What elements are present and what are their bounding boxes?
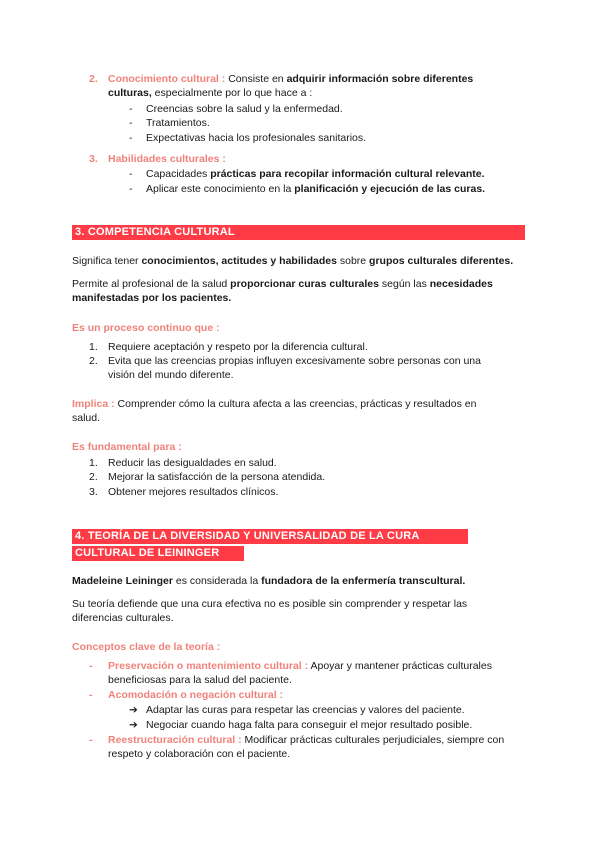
list-item: Evita que las creencias propias influyen excesivamente sobre personas con una (108, 355, 481, 367)
fundamental-label: Es fundamental para : (72, 441, 182, 453)
sub-item: Adaptar las curas para respetar las creencias y valores del paciente. (146, 704, 465, 716)
section-heading-competencia-cultural: 3. COMPETENCIA CULTURAL (72, 225, 525, 240)
concepto-preservacion: Preservación o mantenimiento cultural : Apoyar y mantener prácticas culturales (108, 660, 492, 672)
list-number: 3. (89, 153, 98, 165)
dash-bullet: - (129, 132, 133, 144)
dash-bullet: - (129, 117, 133, 129)
list-number: 1. (89, 457, 98, 469)
dash-bullet: - (89, 660, 93, 672)
list-item: Reducir las desigualdades en salud. (108, 457, 277, 469)
sub-item: Negociar cuando haga falta para conseguir el mejor resultado posible. (146, 719, 473, 731)
dash-bullet: - (89, 734, 93, 746)
sub-item: Expectativas hacia los profesionales sanitarios. (146, 132, 367, 144)
section-heading-teoria-leininger-line1: 4. TEORÍA DE LA DIVERSIDAD Y UNIVERSALIDAD DE LA CURA (72, 529, 468, 544)
paragraph-permite: Permite al profesional de la salud proporcionar curas culturales según las necesidades (72, 278, 493, 290)
item-title: Conocimiento cultural : (108, 73, 226, 85)
arrow-right-icon: ➔ (129, 704, 138, 716)
paragraph-definicion: Significa tener conocimientos, actitudes y habilidades sobre grupos culturales diferentes. (72, 255, 514, 267)
dash-bullet: - (89, 689, 93, 701)
paragraph-leininger: Madeleine Leininger es considerada la fundadora de la enfermería transcultural. (72, 575, 466, 587)
sub-item: Aplicar este conocimiento en la planificación y ejecución de las curas. (146, 183, 486, 195)
list-number: 3. (89, 486, 98, 498)
dash-bullet: - (129, 183, 133, 195)
paragraph-implica: Implica : Comprender cómo la cultura afecta a las creencias, prácticas y resultados en (72, 398, 477, 410)
list-number: 2. (89, 471, 98, 483)
item-title: Habilidades culturales : (108, 153, 226, 165)
proceso-label: Es un proceso continuo que : (72, 322, 220, 334)
list-number: 1. (89, 341, 98, 353)
dash-bullet: - (129, 103, 133, 115)
section-heading-teoria-leininger-line2: CULTURAL DE LEININGER (72, 546, 244, 561)
arrow-right-icon: ➔ (129, 719, 138, 731)
sub-item: Capacidades prácticas para recopilar información cultural relevante. (146, 168, 485, 180)
conceptos-label: Conceptos clave de la teoría : (72, 641, 221, 653)
list-number: 2. (89, 355, 98, 367)
list-item: Requiere aceptación y respeto por la diferencia cultural. (108, 341, 368, 353)
list-item: Mejorar la satisfacción de la persona atendida. (108, 471, 326, 483)
list-item: Obtener mejores resultados clínicos. (108, 486, 279, 498)
list-item-continuation: visión del mundo diferente. (108, 369, 234, 381)
concepto-acomodacion: Acomodación o negación cultural : (108, 689, 284, 701)
paragraph-teoria: Su teoría defiende que una cura efectiva no es posible sin comprender y respetar las (72, 598, 468, 610)
concepto-reestructuracion: Reestructuración cultural : Modificar prácticas culturales perjudiciales, siempre con (108, 734, 505, 746)
sub-item: Tratamientos. (146, 117, 210, 129)
list-number: 2. (89, 73, 98, 85)
dash-bullet: - (129, 168, 133, 180)
sub-item: Creencias sobre la salud y la enfermedad. (146, 103, 343, 115)
